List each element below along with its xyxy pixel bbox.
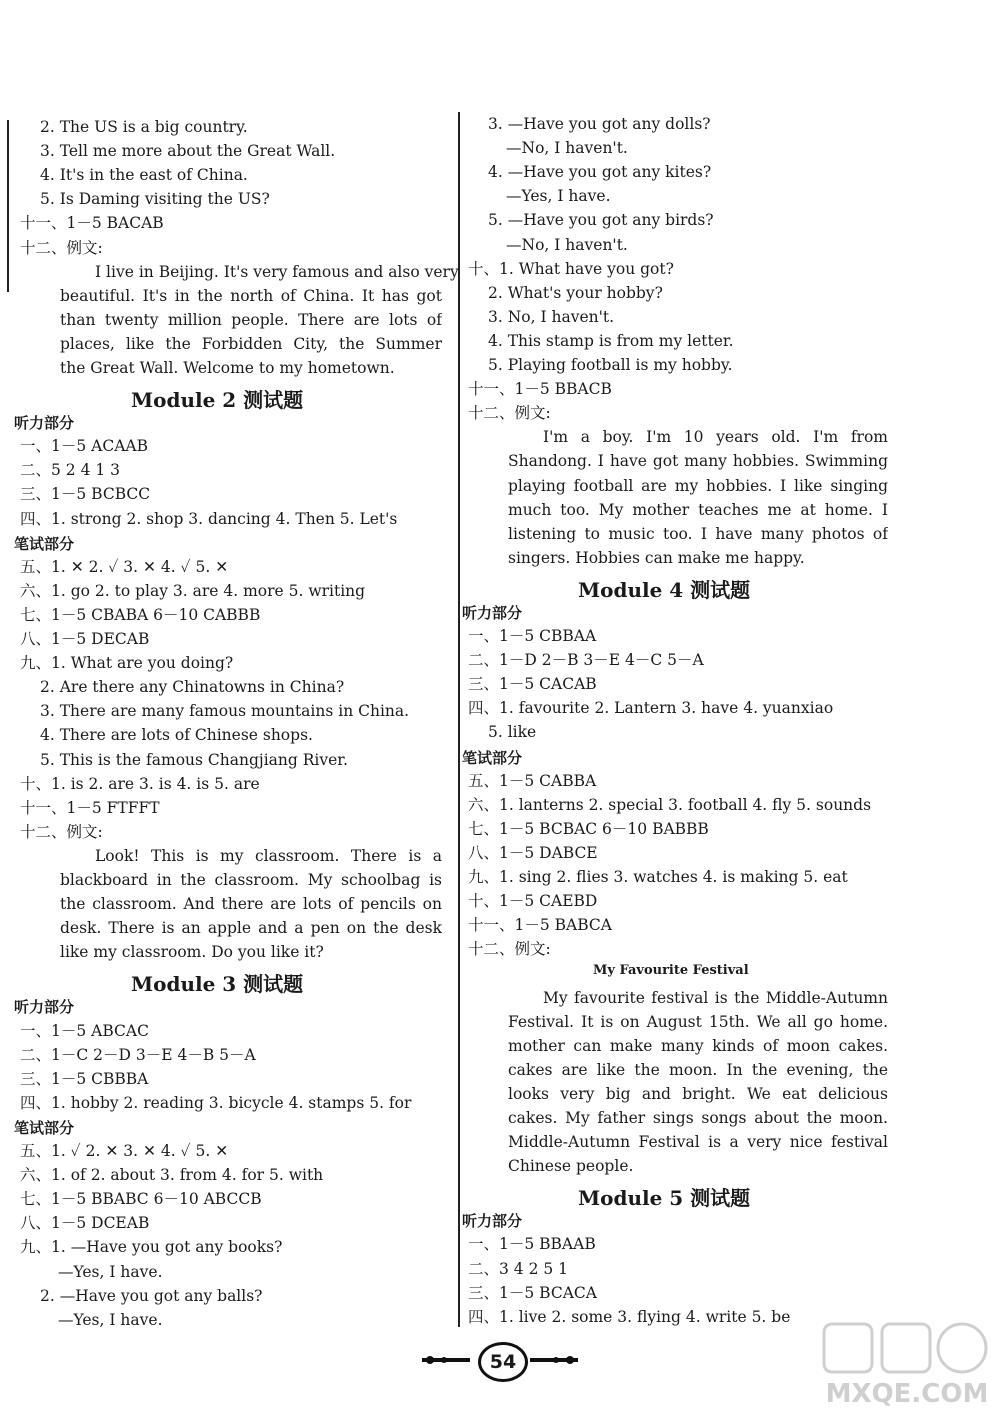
essay-line: like my classroom. Do you like it? bbox=[60, 943, 324, 962]
answer-line: 四、1. favourite 2. Lantern 3. have 4. yuanxiao bbox=[468, 699, 834, 718]
answer-stamp-logo-icon bbox=[822, 1322, 992, 1410]
essay-line: cakes. My father sings songs about the moon. bbox=[508, 1109, 888, 1127]
answer-line: 五、1－5 CABBA bbox=[468, 771, 597, 790]
left-margin-rule bbox=[7, 120, 9, 292]
essay-line: beautiful. It's in the north of China. It has got bbox=[60, 286, 442, 305]
answer-line: —Yes, I have. bbox=[506, 187, 611, 206]
section-label: 笔试部分 bbox=[14, 534, 75, 553]
answer-line: —Yes, I have. bbox=[58, 1310, 163, 1329]
answer-line: 六、1. go 2. to play 3. are 4. more 5. writing bbox=[20, 581, 366, 600]
answer-line: 5. like bbox=[488, 723, 537, 742]
answer-line: 三、1－5 CACAB bbox=[468, 675, 597, 694]
module-heading: Module 2 测试题 bbox=[131, 388, 304, 413]
answer-line: 十一、1－5 BBACB bbox=[468, 380, 612, 399]
answer-line: 五、1. ✓ 2. ✕ 3. ✕ 4. ✓ 5. ✕ bbox=[20, 1142, 229, 1160]
answer-line: 八、1－5 DCEAB bbox=[20, 1214, 150, 1233]
essay-line: much too. My mother teaches me at home. I bbox=[508, 500, 888, 519]
answer-line: 4. There are lots of Chinese shops. bbox=[40, 726, 313, 745]
essay-line: the Great Wall. Welcome to my hometown. bbox=[60, 359, 395, 377]
section-label: 听力部分 bbox=[462, 1212, 523, 1231]
essay-line: Look! This is my classroom. There is a bbox=[95, 846, 442, 865]
answer-line: 2. The US is a big country. bbox=[40, 118, 248, 136]
answer-line: 2. —Have you got any balls? bbox=[40, 1286, 263, 1305]
module-heading: Module 3 测试题 bbox=[131, 972, 304, 997]
answer-line: 五、1. ✕ 2. ✓ 3. ✕ 4. ✓ 5. ✕ bbox=[20, 557, 229, 576]
answer-line: 十一、1－5 BABCA bbox=[468, 916, 612, 935]
answer-line: 4. It's in the east of China. bbox=[40, 166, 248, 185]
page-number-footer bbox=[420, 1342, 580, 1382]
left-ornament-icon bbox=[420, 1354, 476, 1366]
answer-line: 三、1－5 BCACA bbox=[468, 1283, 597, 1302]
section-label: 笔试部分 bbox=[462, 748, 523, 767]
module-heading: Module 4 测试题 bbox=[578, 577, 751, 602]
answer-line: 2. Are there any Chinatowns in China? bbox=[40, 678, 345, 697]
answer-line: 三、1－5 CBBBA bbox=[20, 1069, 149, 1088]
answer-line: 十、1. What have you got? bbox=[468, 259, 674, 278]
essay-line: playing football are my hobbies. I like singing bbox=[508, 476, 888, 495]
answer-line: 八、1－5 DECAB bbox=[20, 630, 150, 648]
page-number: 54 bbox=[478, 1342, 528, 1382]
answer-line: 二、1－D 2－B 3－E 4－C 5－A bbox=[468, 651, 704, 670]
column-divider-rule bbox=[458, 112, 460, 1327]
answer-line: 一、1－5 CBBAA bbox=[468, 627, 597, 645]
answer-line: 十一、1－5 FTFFT bbox=[20, 798, 160, 817]
answer-line: 十二、例文: bbox=[468, 940, 551, 959]
answer-line: 十、1. is 2. are 3. is 4. is 5. are bbox=[20, 774, 260, 793]
answer-line: 一、1－5 ABCAC bbox=[20, 1021, 149, 1040]
answer-line: 5. Is Daming visiting the US? bbox=[40, 190, 270, 209]
essay-line: Chinese people. bbox=[508, 1157, 634, 1176]
essay-line: Festival. It is on August 15th. We all go home. bbox=[508, 1012, 888, 1031]
section-label: 听力部分 bbox=[462, 603, 523, 622]
answer-line: 二、5 2 4 1 3 bbox=[20, 461, 121, 480]
answer-line: 3. There are many famous mountains in China. bbox=[40, 702, 410, 721]
answer-line: 七、1－5 BCBAC 6－10 BABBB bbox=[468, 819, 709, 838]
essay-line: desk. There is an apple and a pen on the desk bbox=[60, 919, 442, 938]
answer-line: 十一、1－5 BACAB bbox=[20, 214, 164, 233]
essay-line: blackboard in the classroom. My schoolbag is bbox=[60, 871, 442, 889]
essay-line: cakes are like the moon. In the evening, the bbox=[508, 1060, 888, 1079]
essay-line: mother can make many kinds of moon cakes. bbox=[508, 1036, 888, 1055]
essay-line: singers. Hobbies can make me happy. bbox=[508, 548, 805, 567]
answer-line: 七、1－5 BBABC 6－10 ABCCB bbox=[20, 1190, 262, 1209]
right-ornament-icon bbox=[524, 1354, 580, 1366]
answer-line: 一、1－5 ACAAB bbox=[20, 437, 148, 456]
essay-line: Middle-Autumn Festival is a very nice festival bbox=[508, 1133, 888, 1152]
answer-line: 十、1－5 CAEBD bbox=[468, 892, 598, 911]
watermark-text: MXQE.COM bbox=[825, 1379, 989, 1409]
answer-line: 六、1. of 2. about 3. from 4. for 5. with bbox=[20, 1166, 324, 1185]
answer-line: 三、1－5 BCBCC bbox=[20, 485, 151, 504]
essay-line: the classroom. And there are lots of pencils on bbox=[60, 895, 442, 914]
answer-line: 九、1. What are you doing? bbox=[20, 654, 234, 673]
answer-line: 二、3 4 2 5 1 bbox=[468, 1259, 569, 1278]
answer-line: 3. Tell me more about the Great Wall. bbox=[40, 142, 336, 161]
answer-line: 四、1. live 2. some 3. flying 4. write 5. be bbox=[468, 1307, 791, 1326]
answer-line: 3. No, I haven't. bbox=[488, 307, 615, 326]
essay-line: than twenty million people. There are lots of bbox=[60, 310, 442, 329]
answer-line: 5. Playing football is my hobby. bbox=[488, 356, 733, 374]
answer-line: —Yes, I have. bbox=[58, 1262, 163, 1281]
answer-line: 4. —Have you got any kites? bbox=[488, 163, 712, 182]
answer-line: 十二、例文: bbox=[20, 822, 103, 841]
essay-line: I'm a boy. I'm 10 years old. I'm from bbox=[543, 428, 888, 447]
essay-line: places, like the Forbidden City, the Summer bbox=[60, 334, 442, 353]
answer-line: 5. This is the famous Changjiang River. bbox=[40, 750, 348, 769]
answer-line: 5. —Have you got any birds? bbox=[488, 211, 714, 230]
essay-line: listening to music too. I have many photos of bbox=[508, 524, 888, 543]
answer-line: 2. What's your hobby? bbox=[488, 283, 663, 302]
essay-line: My favourite festival is the Middle-Autumn bbox=[543, 988, 888, 1007]
answer-line: 九、1. sing 2. flies 3. watches 4. is making 5. eat bbox=[468, 868, 848, 886]
module-heading: Module 5 测试题 bbox=[578, 1186, 751, 1211]
essay-line: I live in Beijing. It's very famous and also very bbox=[95, 262, 459, 281]
answer-line: —No, I haven't. bbox=[506, 235, 628, 254]
answer-line: 十二、例文: bbox=[468, 404, 551, 423]
answer-line: 十二、例文: bbox=[20, 238, 103, 257]
answer-line: 九、1. —Have you got any books? bbox=[20, 1238, 283, 1257]
answer-line: 六、1. lanterns 2. special 3. football 4. fly 5. sounds bbox=[468, 795, 872, 814]
section-label: 听力部分 bbox=[14, 414, 75, 433]
section-label: 笔试部分 bbox=[14, 1118, 75, 1137]
essay-title: My Favourite Festival bbox=[593, 963, 749, 979]
answer-line: 4. This stamp is from my letter. bbox=[488, 331, 734, 350]
answer-line: 二、1－C 2－D 3－E 4－B 5－A bbox=[20, 1045, 256, 1064]
answer-line: 一、1－5 BBAAB bbox=[468, 1235, 596, 1254]
answer-line: 七、1－5 CBABA 6－10 CABBB bbox=[20, 605, 261, 624]
answer-line: —No, I haven't. bbox=[506, 139, 628, 158]
essay-line: looks very big and bright. We eat delicious bbox=[508, 1084, 888, 1103]
answer-line: 3. —Have you got any dolls? bbox=[488, 115, 711, 133]
answer-line: 八、1－5 DABCE bbox=[468, 843, 598, 862]
answer-line: 四、1. hobby 2. reading 3. bicycle 4. stamps 5. for bbox=[20, 1093, 412, 1112]
answer-line: 四、1. strong 2. shop 3. dancing 4. Then 5. Let's bbox=[20, 509, 398, 528]
essay-line: Shandong. I have got many hobbies. Swimming bbox=[508, 452, 888, 471]
section-label: 听力部分 bbox=[14, 998, 75, 1017]
